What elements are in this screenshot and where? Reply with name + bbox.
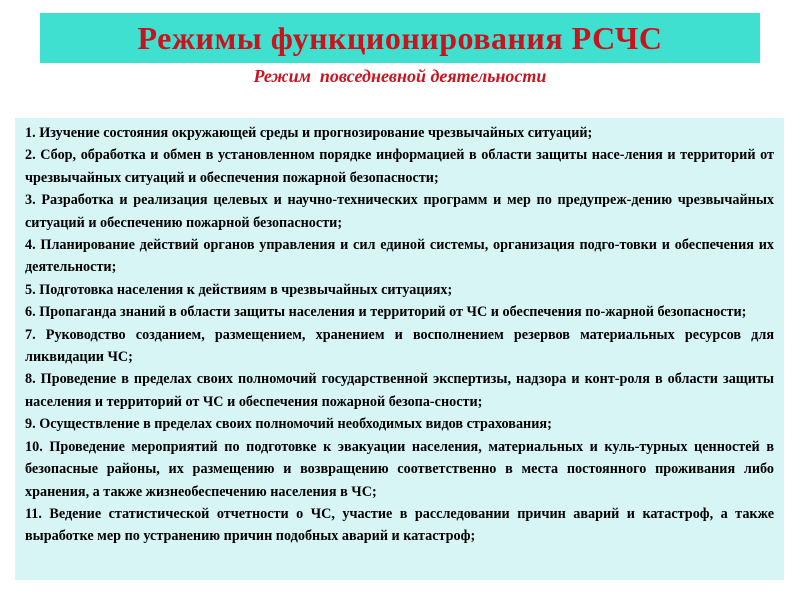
list-item: 3. Разработка и реализация целевых и научно-технических программ и мер по предупреж-дению чрезвычайных ситуаций и обеспечению пожарной безопасности; — [25, 192, 774, 231]
list-item: 6. Пропаганда знаний в области защиты населения и территорий от ЧС и обеспечения по-жарной безопасности; — [25, 304, 747, 321]
list-item: 4. Планирование действий органов управления и сил единой системы, организация подго-товки и обеспечения их деятельности; — [25, 237, 774, 276]
list-item: 10. Проведение мероприятий по подготовке к эвакуации населения, материальных и куль-турных ценностей в безопасные районы, их размещению и возвращению соответственно в места постоянного проживания либо хранения, а также жизнеобеспечению населения в ЧС; — [25, 438, 774, 500]
list-item: 5. Подготовка населения к действиям в чрезвычайных ситуациях; — [25, 281, 453, 298]
list-item: 7. Руководство созданием, размещением, хранением и восполнением резервов материальных ресурсов для ликвидации ЧС; — [25, 326, 774, 366]
page-title: Режимы функционирования РСЧС — [137, 19, 663, 56]
list-item: 8. Проведение в пределах своих полномочий государственной экспертизы, надзора и конт-роля в области защиты населения и территорий от ЧС и обеспечения пожарной безопа-сности; — [25, 371, 774, 410]
list-item: 2. Сбор, обработка и обмен в установленном порядке информацией в области защиты насе-ления и территорий от чрезвычайных ситуаций и обеспечения пожарной безопасности; — [25, 147, 774, 186]
list-item: 9. Осуществление в пределах своих полномочий необходимых видов страхования; — [25, 416, 552, 433]
title-banner — [40, 13, 760, 63]
list-item: 1. Изучение состояния окружающей среды и прогнозирование чрезвычайных ситуаций; — [25, 125, 593, 141]
page-subtitle: Режим повседневной деятельности — [253, 66, 547, 86]
tasks-list-box — [15, 118, 784, 580]
list-item: 11. Ведение статистической отчетности о ЧС, участие в расследовании причин аварий и катастроф, а также выработке мер по устранению причин подобных аварий и катастроф; — [25, 505, 774, 545]
